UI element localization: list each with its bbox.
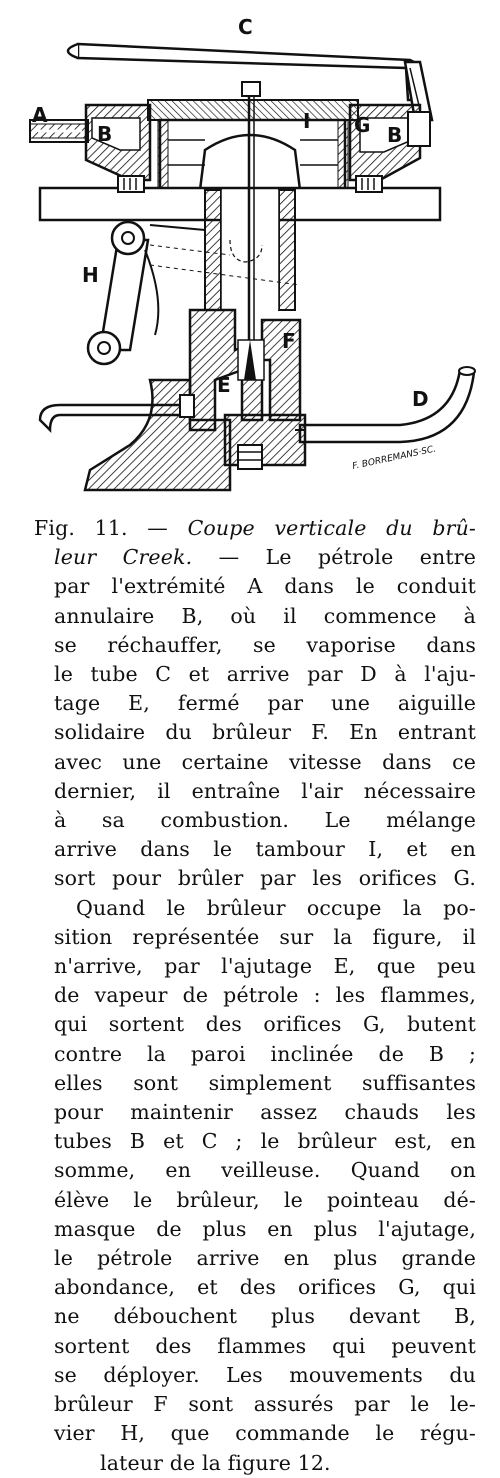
label-c: C bbox=[238, 15, 253, 39]
caption-text-line: solidaire du brûleur F. En entrant bbox=[54, 720, 476, 745]
paragraph-line: se déployer. Les mouvements du bbox=[54, 1362, 476, 1387]
caption-text-line: sort pour brûler par les orifices G. bbox=[54, 866, 476, 891]
caption-text-line: à sa combustion. Le mélange bbox=[54, 808, 476, 833]
caption-text-line: par l'extrémité A dans le conduit bbox=[54, 574, 476, 599]
paragraph-line: somme, en veilleuse. Quand on bbox=[54, 1158, 476, 1183]
paragraph-line: ne débouchent plus devant B, bbox=[54, 1304, 476, 1329]
caption-line-2 bbox=[34, 543, 476, 572]
body-text bbox=[34, 514, 476, 1478]
paragraph-line: elles sont simplement suffisantes bbox=[54, 1070, 476, 1095]
paragraph-first-line: Quand le brûleur occupe la po- bbox=[76, 895, 476, 920]
caption-text-line: avec une certaine vitesse dans ce bbox=[54, 749, 476, 774]
pipe-d bbox=[300, 367, 475, 442]
caption-text-line: annulaire B, où il commence à bbox=[54, 603, 476, 628]
label-i: I bbox=[303, 109, 311, 133]
caption-line-1 bbox=[34, 514, 476, 543]
caption-body-start: — Le pétrole entre bbox=[218, 545, 477, 570]
caption-text-line: arrive dans le tambour I, et en bbox=[54, 837, 476, 862]
label-d: D bbox=[412, 387, 429, 411]
paragraph-last-line: lateur de la figure 12. bbox=[100, 1450, 331, 1475]
figure-title-part1: Coupe verticale du brû- bbox=[187, 516, 477, 540]
lever-h bbox=[88, 222, 205, 364]
burner-diagram bbox=[0, 0, 500, 505]
paragraph-line: pour maintenir assez chauds les bbox=[54, 1100, 476, 1125]
paragraph-line: sortent des flammes qui peuvent bbox=[54, 1333, 476, 1358]
label-f: F bbox=[282, 329, 296, 353]
burner-cross-section-figure bbox=[0, 0, 500, 505]
paragraph-line: qui sortent des orifices G, butent bbox=[54, 1012, 476, 1037]
paragraph-line: tubes B et C ; le brûleur est, en bbox=[54, 1129, 476, 1154]
label-a: A bbox=[32, 103, 48, 127]
label-e: E bbox=[217, 373, 231, 397]
paragraph-line: contre la paroi inclinée de B ; bbox=[54, 1041, 476, 1066]
label-b-left: B bbox=[97, 122, 113, 146]
caption-text-line: le tube C et arrive par D à l'aju- bbox=[54, 662, 476, 687]
label-g: G bbox=[354, 113, 371, 137]
caption-text-line: se réchauffer, se vaporise dans bbox=[54, 632, 476, 657]
drum-i bbox=[148, 100, 358, 190]
paragraph-line: sition représentée sur la figure, il bbox=[54, 924, 476, 949]
label-h: H bbox=[82, 263, 99, 287]
paragraph-line: le pétrole arrive en plus grande bbox=[54, 1246, 476, 1271]
paragraph-line: masque de plus en plus l'ajutage, bbox=[54, 1216, 476, 1241]
paragraph-line: élève le brûleur, le pointeau dé- bbox=[54, 1187, 476, 1212]
paragraph-line: abondance, et des orifices G, qui bbox=[54, 1275, 476, 1300]
caption-text-line: dernier, il entraîne l'air nécessaire bbox=[54, 778, 476, 803]
paragraph-line: brûleur F sont assurés par le le- bbox=[54, 1392, 476, 1417]
paragraph-line: vier H, que commande le régu- bbox=[54, 1421, 476, 1446]
base-fitting bbox=[225, 415, 305, 469]
nozzle-e bbox=[190, 310, 300, 430]
engraver-credit: F. BORREMANS·SC. bbox=[351, 444, 438, 472]
paragraph-line: de vapeur de pétrole : les flammes, bbox=[54, 983, 476, 1008]
caption-text-line: tage E, fermé par une aiguille bbox=[54, 691, 476, 716]
label-b-right: B bbox=[387, 123, 403, 147]
figure-number: Fig. 11. — bbox=[34, 516, 168, 540]
figure-title-part2: leur Creek. bbox=[54, 545, 193, 570]
paragraph-line: n'arrive, par l'ajutage E, que peu bbox=[54, 954, 476, 979]
